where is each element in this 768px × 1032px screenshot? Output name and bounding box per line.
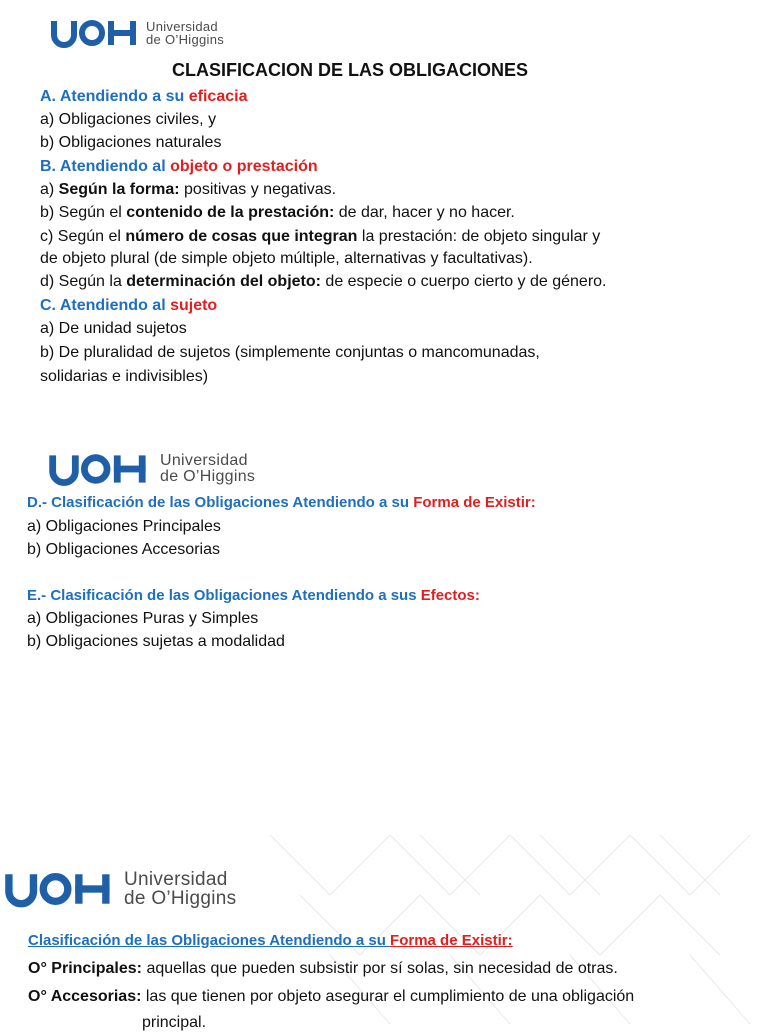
logo-line1: Universidad bbox=[160, 452, 248, 469]
slide3-heading: Clasificación de las Obligaciones Atendiendo a su Forma de Existir: bbox=[28, 932, 513, 949]
section-b-item-c: c) Según el número de cosas que integran la prestación: de objeto singular y bbox=[40, 228, 601, 245]
section-d-item: b) Obligaciones Accesorias bbox=[27, 541, 220, 558]
section-e-heading: E.- Clasificación de las Obligaciones Atendiendo a sus Efectos: bbox=[27, 587, 480, 604]
slide3-accesorias: O° Accesorias: las que tienen por objeto asegurar el cumplimiento de una obligación bbox=[28, 988, 635, 1005]
logo-line2: de O’Higgins bbox=[146, 32, 225, 47]
section-e-item: a) Obligaciones Puras y Simples bbox=[27, 610, 259, 627]
section-d-item: a) Obligaciones Principales bbox=[27, 518, 221, 535]
section-b-item-c-line2: de objeto plural (de simple objeto múltiple, alternativas y facultativas). bbox=[40, 250, 533, 267]
section-e-item: b) Obligaciones sujetas a modalidad bbox=[27, 633, 285, 650]
section-c-item-a: a) De unidad sujetos bbox=[40, 320, 187, 337]
section-b-heading: B. Atendiendo al objeto o prestación bbox=[40, 158, 318, 175]
logo-line1: Universidad bbox=[146, 19, 218, 34]
uoh-logo-mark-icon bbox=[50, 18, 138, 48]
logo-line2: de O’Higgins bbox=[124, 888, 237, 909]
logo-line2: de O’Higgins bbox=[160, 468, 256, 485]
section-b-item-d: d) Según la determinación del objeto: de especie o cuerpo cierto y de género. bbox=[40, 273, 607, 290]
section-c-heading: C. Atendiendo al sujeto bbox=[40, 297, 218, 314]
section-a-heading: A. Atendiendo a su eficacia bbox=[40, 88, 248, 105]
section-c-item-b-line2: solidarias e indivisibles) bbox=[40, 368, 209, 385]
logo-line1: Universidad bbox=[124, 869, 228, 890]
uoh-logo bbox=[50, 18, 224, 48]
slide3-principales: O° Principales: aquellas que pueden subsistir por sí solas, sin necesidad de otras. bbox=[28, 960, 618, 977]
section-b-item-a: a) Según la forma: positivas y negativas. bbox=[40, 181, 337, 198]
uoh-logo bbox=[44, 452, 255, 486]
section-a-item: a) Obligaciones civiles, y bbox=[40, 111, 217, 128]
uoh-logo bbox=[4, 868, 236, 910]
section-a-item: b) Obligaciones naturales bbox=[40, 134, 222, 151]
uoh-logo-mark-icon bbox=[4, 868, 112, 910]
slide1-title: CLASIFICACION DE LAS OBLIGACIONES bbox=[172, 60, 529, 80]
uoh-logo-mark-icon bbox=[44, 452, 152, 486]
slide3-accesorias-line2: principal. bbox=[142, 1014, 207, 1031]
section-d-heading: D.- Clasificación de las Obligaciones Atendiendo a su Forma de Existir: bbox=[27, 494, 536, 511]
section-c-item-b: b) De pluralidad de sujetos (simplemente conjuntas o mancomunadas, bbox=[40, 344, 540, 361]
section-b-item-b: b) Según el contenido de la prestación: de dar, hacer y no hacer. bbox=[40, 204, 515, 221]
